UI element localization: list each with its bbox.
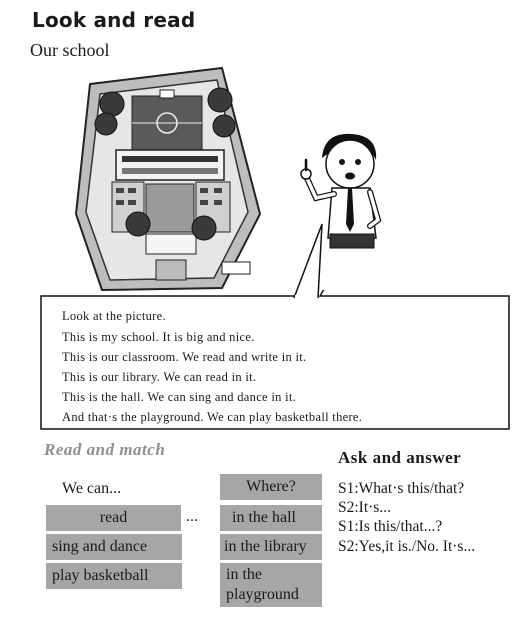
story-line: This is our library. We can read in it.	[62, 370, 257, 384]
location-hall[interactable]: in the hall	[220, 505, 322, 531]
dialogue-line: S1:What·s this/that?	[338, 480, 465, 497]
location-playground-line2: playground	[226, 586, 299, 603]
story-line: Look at the picture.	[62, 309, 166, 323]
location-playground[interactable]	[220, 563, 322, 607]
we-can-header: We can...	[62, 480, 122, 497]
story-line: And that·s the playground. We can play basketball there.	[62, 410, 363, 424]
story-line: This is our classroom. We read and write in it.	[62, 350, 307, 364]
ellipsis: ...	[186, 508, 198, 525]
activity-read[interactable]: read	[46, 505, 181, 531]
dialogue-line: S2:It·s...	[338, 499, 391, 516]
activity-play-basketball[interactable]: play basketball	[46, 563, 182, 589]
read-and-match-heading: Read and match	[44, 440, 166, 459]
location-playground-line1: in the	[226, 566, 262, 583]
story-line: This is my school. It is big and nice.	[62, 330, 255, 344]
speech-pointer	[290, 222, 330, 298]
school-illustration	[72, 64, 262, 294]
page-subtitle: Our school	[30, 40, 110, 60]
dialogue-line: S2:Yes,it is./No. It·s...	[338, 538, 476, 555]
where-header: Where?	[220, 474, 322, 500]
activity-sing-and-dance[interactable]: sing and dance	[46, 534, 182, 560]
page-title: Look and read	[32, 8, 196, 32]
ask-and-answer-heading: Ask and answer	[338, 448, 462, 467]
dialogue-line: S1:Is this/that...?	[338, 518, 443, 535]
story-line: This is the hall. We can sing and dance in it.	[62, 390, 297, 404]
location-library[interactable]: in the library	[220, 534, 322, 560]
